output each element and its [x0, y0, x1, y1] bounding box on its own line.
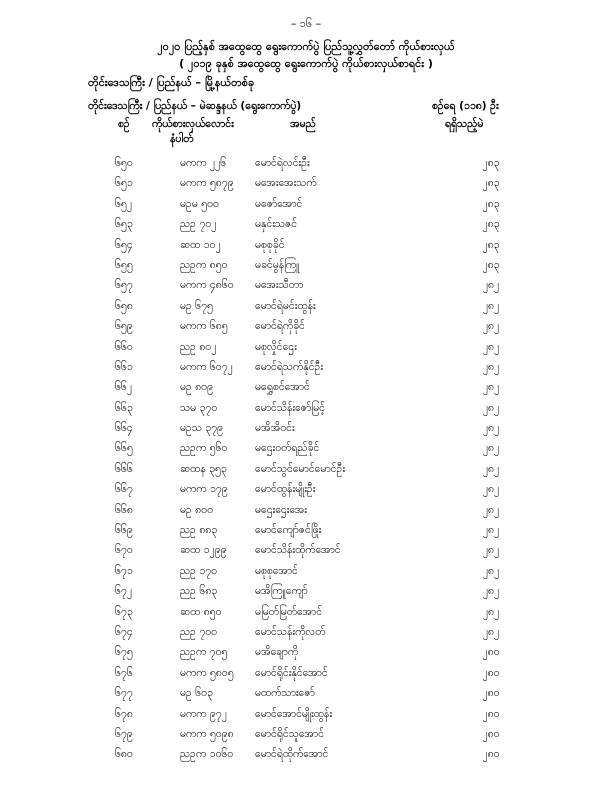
row-number: ၆၇၆: [115, 666, 133, 679]
column-header-name: အမည်: [290, 118, 316, 130]
table-row: [0, 422, 612, 442]
table-row: [0, 728, 612, 748]
row-votes: ၂၈၃: [482, 218, 500, 231]
row-id: မဥ ၈၀၉: [180, 381, 213, 394]
table-row: [0, 524, 612, 544]
row-votes: ၂၈၃: [482, 258, 500, 271]
row-votes: ၂၈၃: [482, 177, 500, 190]
row-id: မကက ၅၈၀၅: [180, 666, 234, 679]
table-row: [0, 300, 612, 320]
row-id: ညဥ ၁၇၀: [180, 564, 218, 577]
row-votes: ၂၈၂: [482, 625, 500, 638]
row-number: ၆၆၄: [115, 422, 133, 435]
row-votes: ၂၈၃: [482, 157, 500, 169]
row-id: မဥ ၈၀၀: [180, 503, 213, 516]
row-name: မောင်သိန်းထိုက်အောင်: [255, 544, 341, 557]
row-name: မောင်ရဲမင်းထွန်း: [255, 299, 316, 312]
table-row: [0, 198, 612, 218]
row-votes: ၂၈၀: [482, 748, 500, 761]
row-votes: ၂၈၀: [482, 646, 500, 659]
row-name: မဌေးဌေးအေး: [255, 503, 307, 516]
candidate-list: [0, 157, 612, 769]
row-name: မောင်ရဲကိုခိုင်: [255, 320, 305, 333]
row-id: ညဥက ၁၀၆၀: [180, 748, 234, 761]
column-header-no: စဉ်: [118, 118, 130, 130]
row-id: ညဥက ၅၆၀: [180, 442, 228, 455]
row-number: ၆၇၃: [115, 605, 133, 618]
row-name: မထက်သားဇော်: [255, 687, 315, 700]
row-number: ၆၆၃: [115, 401, 133, 414]
row-id: ဆထန ၃၅၃: [180, 462, 227, 475]
row-id: မကက ၅၀၉၈: [180, 727, 234, 740]
row-number: ၆၅၉: [115, 320, 133, 333]
row-name: မအိကြူကျော်: [255, 585, 308, 598]
row-votes: ၂၈၂: [482, 544, 500, 557]
row-id: မကက ၄၈၆၀: [180, 279, 234, 292]
table-row: [0, 565, 612, 585]
row-name: မနှင်းသဇင်: [255, 218, 298, 231]
row-id: ညဥ ၇၀၂: [180, 218, 217, 231]
row-name: မအိချောကို: [255, 646, 299, 659]
row-votes: ၂၈၂: [482, 299, 500, 312]
row-votes: ၂၈၂: [482, 524, 500, 537]
table-row: [0, 259, 612, 279]
row-votes: ၂၈၂: [482, 483, 500, 496]
table-row: [0, 361, 612, 381]
table-row: [0, 381, 612, 401]
row-votes: ၂၈၂: [482, 422, 500, 435]
row-number: ၆၇၀: [115, 544, 133, 557]
row-number: ၆၆၉: [115, 524, 133, 537]
table-row: [0, 667, 612, 687]
row-number: ၆၇၇: [115, 687, 133, 700]
row-name: မခင်မွန်ကြူ: [255, 258, 300, 271]
row-number: ၆၇၁: [115, 564, 133, 577]
row-number: ၆၆၅: [115, 442, 133, 455]
row-votes: ၂၈၂: [482, 585, 500, 598]
row-number: ၆၈၀: [115, 748, 133, 761]
row-votes: ၂၈၂: [482, 503, 500, 516]
column-header-id: ကိုယ်စားလှယ်လောင်း: [152, 118, 234, 130]
table-row: [0, 687, 612, 707]
row-votes: ၂၈၂: [482, 340, 500, 353]
table-row: [0, 483, 612, 503]
row-number: ၆၅၅: [115, 258, 133, 271]
row-votes: ၂၈၂: [482, 564, 500, 577]
table-row: [0, 157, 612, 177]
row-votes: ၂၈၃: [482, 238, 500, 251]
row-number: ၆၇၈: [115, 707, 133, 720]
table-row: [0, 239, 612, 259]
row-name: မအေးသီတာ: [255, 279, 304, 292]
table-row: [0, 585, 612, 605]
row-id: ညဥ ၇၀၀: [180, 625, 218, 638]
row-votes: ၂၈၂: [482, 381, 500, 394]
constituency-heading: တိုင်းဒေသကြီး / ပြည်နယ် – မဲဆန္ဒနယ် (ရွေးကောက်ပွဲ): [88, 100, 302, 112]
table-row: [0, 646, 612, 666]
row-id: မဥမ ၅၀၀: [180, 197, 219, 210]
row-number: ၆၆၇: [115, 483, 133, 496]
table-row: [0, 442, 612, 462]
row-votes: ၂၈၀: [482, 687, 500, 700]
table-row: [0, 748, 612, 768]
row-id: မကက ၁၇၉: [180, 483, 228, 496]
table-row: [0, 606, 612, 626]
row-name: မဇော်အောင်: [255, 197, 303, 210]
row-name: မရွှေစင်အောင်: [255, 381, 310, 394]
table-row: [0, 341, 612, 361]
row-id: ညဥ ၈၈၃: [180, 524, 218, 537]
row-number: ၆၅၇: [115, 279, 133, 292]
table-row: [0, 320, 612, 340]
column-header-votes: ရရှိသည့်မဲ: [445, 118, 484, 130]
region-heading: တိုင်းဒေသကြီး / ပြည်နယ် – မြို့နယ်တစ်ခု: [88, 76, 255, 89]
row-id: မကက ၂၂၆: [180, 157, 227, 169]
row-votes: ၂၈၂: [482, 401, 500, 414]
row-id: မဥ ၆၇၅: [180, 299, 213, 312]
column-header-id-sub: နံပါတ်: [170, 133, 194, 145]
row-number: ၆၅၂: [115, 197, 132, 210]
row-id: ညဥက ၇၀၅: [180, 646, 228, 659]
row-number: ၆၅၀: [115, 157, 133, 169]
row-name: မအေးအေးသက်: [255, 177, 317, 190]
row-id: ညဥ ၆၈၃: [180, 585, 218, 598]
row-number: ၆၅၃: [115, 218, 133, 231]
row-name: မောင်ကျော်ဇင်ဖြိုး: [255, 524, 322, 537]
row-number: ၆၆၆: [115, 462, 133, 475]
row-name: မအိအိဝင်း: [255, 422, 295, 435]
table-row: [0, 402, 612, 422]
row-name: မောင်ရိုင်သူအောင်: [255, 727, 324, 740]
row-name: မောင်သန်းကိုလတ်: [255, 625, 326, 638]
row-votes: ၂၈၂: [482, 279, 500, 292]
total-count-heading: စဉ်ရေ (၁၁၈) ဦး: [432, 100, 499, 112]
row-name: မစုစုခိုင်: [255, 238, 285, 251]
row-name: မောင်သိန်းဇော်မြင့်: [255, 401, 325, 414]
row-number: ၆၅၄: [115, 238, 133, 251]
row-name: မောင်ရိုင်းနိုင်အောင်: [255, 666, 328, 679]
row-name: မဌေးဝတ်ရည်ခိုင်: [255, 442, 320, 455]
row-votes: ၂၈၂: [482, 442, 500, 455]
row-name: မောင်သွင်မောင်မောင်ဦး: [255, 462, 345, 475]
row-name: မောင်ရဲသက်နိုင်ဦး: [255, 360, 324, 373]
row-votes: ၂၈၂: [482, 605, 500, 618]
row-number: ၆၇၄: [115, 625, 133, 638]
row-votes: ၂၈၂: [482, 462, 500, 475]
row-number: ၆၆၈: [115, 503, 133, 516]
row-id: ဆထ ၁၀၂: [180, 238, 221, 251]
table-row: [0, 218, 612, 238]
row-number: ၆၅၁: [115, 177, 133, 190]
row-number: ၆၆၁: [115, 360, 133, 373]
table-row: [0, 708, 612, 728]
row-number: ၆၅၈: [115, 299, 133, 312]
row-id: မဥ ၆၀၃: [180, 687, 213, 700]
row-votes: ၂၈၀: [482, 707, 500, 720]
row-name: မမြတ်မြတ်အောင်: [255, 605, 323, 618]
row-id: မကက ၆၈၅: [180, 320, 228, 333]
table-row: [0, 504, 612, 524]
row-name: မောင်ရဲထိုက်အောင်: [255, 748, 329, 761]
row-votes: ၂၈၀: [482, 666, 500, 679]
table-row: [0, 544, 612, 564]
row-name: မစုစုအောင်: [255, 564, 298, 577]
row-name: မစုလှိုင်ဌေး: [255, 340, 297, 353]
row-votes: ၂၈၂: [482, 360, 500, 373]
row-id: ဆထ ၁၂၉၉: [180, 544, 227, 557]
row-id: မကက ၆၀၇၂: [180, 360, 233, 373]
row-id: ဆထ ၈၅၀: [180, 605, 222, 618]
row-id: မကက ၉၇၂: [180, 707, 227, 720]
row-id: မဥသ ၃၇၉: [180, 422, 224, 435]
row-name: မောင်အောင်မျိုးထွန်း: [255, 707, 332, 720]
row-number: ၆၆၀: [115, 340, 133, 353]
row-id: သမ ၃၇၀: [180, 401, 218, 414]
document-subtitle: ( ၂၀၁၉ ခုနှစ် အထွေထွေ ရွေးကောက်ပွဲ ကိုယ်စားလှယ်စာရင်း ): [179, 57, 433, 70]
row-votes: ၂၈၂: [482, 320, 500, 333]
table-row: [0, 177, 612, 197]
row-id: ညဥက ၈၅၀: [180, 258, 228, 271]
table-row: [0, 279, 612, 299]
document-title: ၂၀၂၀ ပြည့်နှစ် အထွေထွေ ရွေးကောက်ပွဲ ပြည်သူ့လွှတ်တော် ကိုယ်စားလှယ်: [157, 40, 455, 53]
row-votes: ၂၈၀: [482, 727, 500, 740]
table-row: [0, 626, 612, 646]
row-votes: ၂၈၃: [482, 197, 500, 210]
row-name: မောင်ထွန်းမျိုးဦး: [255, 483, 316, 496]
row-number: ၆၆၂: [115, 381, 132, 394]
row-id: ညဥ ၈၀၂: [180, 340, 217, 353]
row-id: မကက ၅၈၇၉: [180, 177, 234, 190]
row-name: မောင်ရဲလင်းဦး: [255, 157, 310, 169]
page-number: – ၁၆ –: [290, 17, 322, 30]
row-number: ၆၇၂: [115, 585, 132, 598]
row-number: ၆၇၅: [115, 646, 133, 659]
table-row: [0, 463, 612, 483]
row-number: ၆၇၉: [115, 727, 133, 740]
